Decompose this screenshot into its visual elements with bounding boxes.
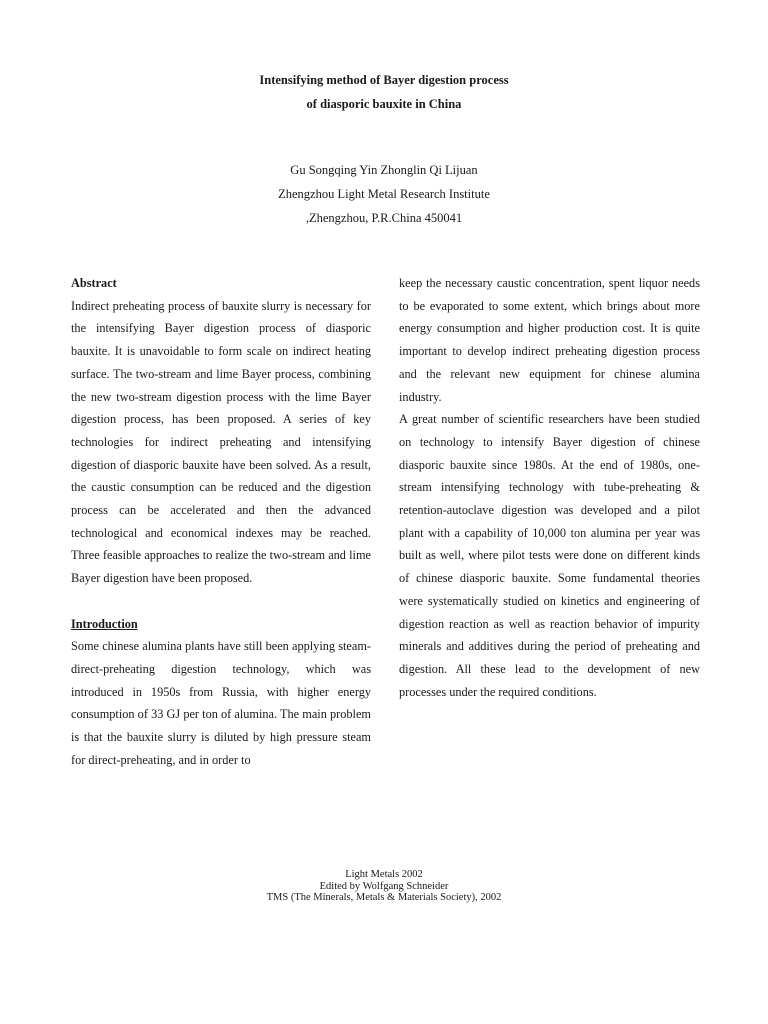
introduction-heading: Introduction — [71, 616, 138, 631]
author-address: ,Zhengzhou, P.R.China 450041 — [305, 211, 463, 225]
author-names: Gu Songqing Yin Zhonglin Qi Lijuan — [290, 163, 478, 177]
author-block — [0, 158, 768, 230]
author-affiliation: Zhengzhou Light Metal Research Institute — [278, 187, 490, 201]
abstract-heading: Abstract — [71, 276, 117, 290]
abstract-body: Indirect preheating process of bauxite slurry is necessary for the intensifying Bayer digestion process of diasporic bauxite. It is unavoidable to form scale on indirect heating surface. The two-stream and lime Bayer process, combining the new two-stream digestion process with the lime Bayer digestion process, has been proposed. A series of key technologies for indirect preheating and intensifying digestion of diasporic bauxite have been solved. As a result, the caustic consumption can be reduced and the digestion process can be accelerated and then the advanced technological and economical indexes may be reached. Three feasible approaches to realize the two-stream and lime Bayer digestion have been proposed. — [71, 298, 371, 586]
introduction-paragraph-1-part-1: Some chinese alumina plants have still been applying steam-direct-preheating digestion technology, which was introduced in 1950s from Russia, with higher energy consumption of 33 GJ per ton of alumina. The main problem is that the bauxite slurry is diluted by high pressure steam for direct-preheating, and in order to — [71, 639, 371, 767]
publication-footer — [0, 869, 768, 904]
section-spacer — [71, 590, 371, 613]
footer-editor: Edited by Wolfgang Schneider — [319, 880, 449, 892]
introduction-paragraph-1-part-2: keep the necessary caustic concentration, spent liquor needs to be evaporated to some extent, which brings about more energy consumption and higher production cost. It is quite important to develop indirect preheating digestion process and the relevant new equipment for chinese alumina industry. — [399, 276, 700, 404]
paper-title — [0, 68, 768, 116]
footer-conference: Light Metals 2002 — [345, 869, 423, 880]
introduction-paragraph-2: A great number of scientific researchers have been studied on technology to intensify Bayer digestion of chinese diasporic bauxite since 1980s. At the end of 1980s, one-stream intensifying technology with tube-preheating & retention-autoclave digestion was developed and a pilot plant with a capability of 10,000 ton alumina per year was built as well, where pilot tests were done on different kinds of chinese diasporic bauxite. Some fundamental theories were systematically studied on kinetics and engineering of digestion reaction as well as reaction behavior of impurity minerals and additives during the period of preheating and digestion. All these lead to the development of new processes under the required conditions. — [399, 412, 700, 699]
title-line-1: Intensifying method of Bayer digestion process — [259, 73, 509, 87]
left-column — [71, 272, 371, 771]
title-line-2: of diasporic bauxite in China — [306, 97, 462, 111]
right-column — [399, 272, 700, 703]
footer-publisher: TMS (The Minerals, Metals & Materials Society), 2002 — [266, 892, 502, 903]
